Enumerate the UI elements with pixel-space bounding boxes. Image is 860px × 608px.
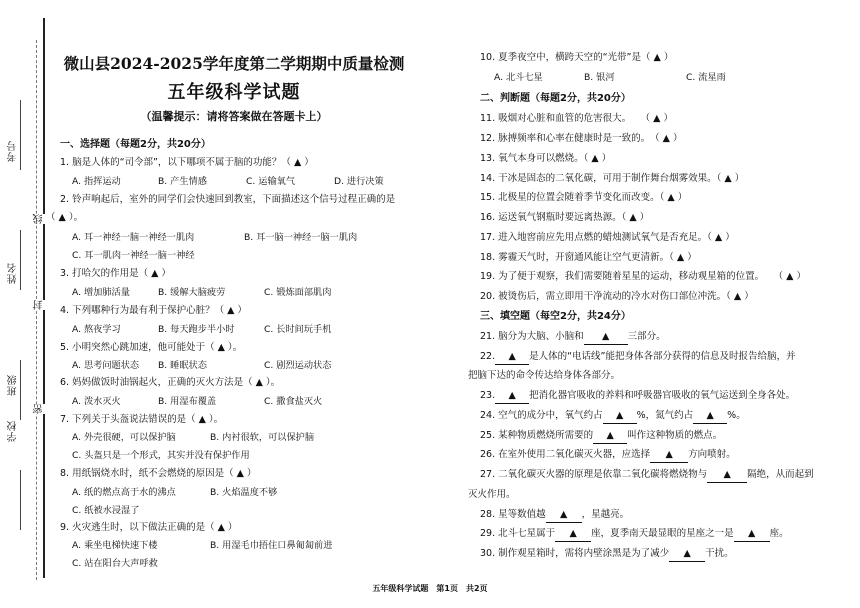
- judge-item-17: 17. 进入地窖前应先用点燃的蜡烛测试氧气是否充足。（ ▲ ）: [480, 232, 735, 243]
- fill-item-24: [480, 409, 746, 424]
- q1-option-d: D. 进行决策: [334, 176, 384, 187]
- q21-blank: ▲: [584, 330, 628, 345]
- fill-item-28: [480, 508, 629, 523]
- q4-option-a: A. 熬夜学习: [72, 324, 121, 335]
- q22-num: 22.: [480, 351, 496, 362]
- q24-mid: %，氮气约占: [636, 410, 694, 421]
- q4-option-c: C. 长时间玩手机: [264, 324, 332, 335]
- xingming-label: 姓名: [8, 262, 19, 284]
- xuexiao-label: 学校: [8, 420, 19, 442]
- q3-option-a: A. 增加肺活量: [72, 287, 130, 298]
- exam-title: 微山县2024-2025学年度第二学期期中质量检测: [63, 54, 405, 73]
- q28-blank: ▲: [546, 508, 582, 523]
- judge-item-15: 15. 北极星的位置会随着季节变化而改变。（ ▲ ）: [480, 192, 688, 203]
- q2-stem-cont: （ ▲ ）。: [46, 212, 84, 223]
- binding-dashed-line: [36, 40, 37, 580]
- xuexiao-rule: [20, 470, 21, 530]
- fill-item-27-cont: 灭火作用。: [468, 489, 516, 500]
- cut-mark-xian: 线: [34, 214, 45, 224]
- q5-stem: 5. 小明突然心跳加速，他可能处于（ ▲ ）。: [60, 342, 243, 353]
- q7-option-b: B. 内衬很软，可以保护脑: [210, 432, 315, 443]
- q27-end: 隔绝，从而起到: [747, 469, 814, 480]
- judge-item-18: 18. 雾霾天气时，开窗通风能让空气更清新。（ ▲ ）: [480, 252, 697, 263]
- q5-option-c: C. 剧烈运动状态: [264, 360, 332, 371]
- q30-end: 干扰。: [705, 548, 734, 559]
- q29-blank-2: ▲: [734, 527, 770, 542]
- q26-text: 26. 在室外使用二氧化碳灭火器，应选择: [480, 449, 651, 460]
- q30-blank: ▲: [669, 547, 705, 562]
- q28-end: ，星越亮。: [581, 509, 630, 520]
- section2-heading: 二、判断题（每题2分，共20分）: [480, 93, 631, 104]
- reminder-tip: （温馨提示：请将答案做在答题卡上）: [140, 110, 328, 123]
- q3-option-b: B. 缓解大脑疲劳: [158, 287, 226, 298]
- q7-stem: 7. 下列关于头盔说法错误的是（ ▲ ）。: [60, 414, 224, 425]
- q29-text: 29. 北斗七星属于: [480, 528, 556, 539]
- q7-option-c: C. 头盔只是一个形式，其实并没有保护作用: [72, 450, 250, 461]
- fill-item-23: [480, 389, 795, 404]
- q21-text-end: 三部分。: [627, 331, 666, 342]
- q9-option-c: C. 站在阳台大声呼救: [72, 558, 158, 569]
- q8-option-c: C. 纸被水浸湿了: [72, 505, 140, 516]
- q29-end: 座。: [769, 528, 789, 539]
- fill-item-22-cont: 把脑下达的命令传达给身体各部分。: [468, 370, 621, 381]
- fill-item-29: [480, 527, 789, 542]
- fill-item-27: [480, 468, 814, 483]
- q5-option-b: B. 睡眠状态: [158, 360, 207, 371]
- fill-item-30: [480, 547, 734, 562]
- q25-text: 25. 某种物质燃烧所需要的: [480, 430, 594, 441]
- section1-heading: 一、选择题（每题2分，共20分）: [60, 139, 211, 150]
- q22-blank: ▲: [495, 350, 529, 365]
- q1-stem: 1. 脑是人体的“司令部”，以下哪项不属于脑的功能？（ ▲ ）: [60, 157, 314, 168]
- q10-option-a: A. 北斗七星: [494, 72, 543, 83]
- q4-stem: 4. 下列哪种行为最有利于保护心脏？（ ▲ ）: [60, 305, 247, 316]
- q9-stem: 9. 火灾逃生时，以下做法正确的是（ ▲ ）: [60, 522, 238, 533]
- fill-item-25: [480, 429, 722, 444]
- q2-option-c: C. 耳一肌肉一神经一脑一神经: [72, 250, 195, 261]
- q6-option-c: C. 撒食盐灭火: [264, 396, 323, 407]
- q25-end: 叫作这种物质的燃点。: [627, 430, 723, 441]
- q29-blank-1: ▲: [555, 527, 591, 542]
- q24-text: 24. 空气的成分中，氧气约占: [480, 410, 603, 421]
- judge-item-12: 12. 脉搏频率和心率在健康时是一致的。 （ ▲ ）: [480, 133, 683, 144]
- q27-blank: ▲: [707, 468, 747, 483]
- binding-line: [43, 18, 45, 578]
- q30-text: 30. 制作观星箱时，需将内壁涂黑是为了减少: [480, 548, 670, 559]
- q2-option-b: B. 耳一脑一神经一脑一肌肉: [244, 232, 358, 243]
- q27-text: 27. 二氧化碳灭火器的原理是依靠二氧化碳将燃烧物与: [480, 469, 708, 480]
- q28-text: 28. 星等数值越: [480, 509, 546, 520]
- q23-blank: ▲: [495, 389, 529, 404]
- banji-label: 班级: [8, 374, 19, 396]
- page-footer: 五年级科学试题 第1页 共2页: [372, 584, 488, 593]
- judge-item-16: 16. 运送氧气钢瓶时要远离热源。（ ▲ ）: [480, 212, 650, 223]
- q8-stem: 8. 用纸锅烧水时，纸不会燃烧的原因是（ ▲ ）: [60, 468, 257, 479]
- q2-option-a: A. 耳一神经一脑一神经一肌肉: [72, 232, 195, 243]
- q23-text: 把消化器官吸收的养料和呼吸器官吸收的氧气运送到全身各处。: [529, 390, 796, 401]
- q29-mid: 座，夏季南天最显眼的星座之一是: [591, 528, 734, 539]
- q22-text: 是人体的“电话线”能把身体各部分获得的信息及时报告给脑，并: [529, 351, 796, 362]
- q24-blank-1: ▲: [603, 409, 637, 424]
- q21-text: 21. 脑分为大脑、小脑和: [480, 331, 584, 342]
- q10-option-c: C. 流星雨: [686, 72, 726, 83]
- q3-option-c: C. 锻炼面部肌肉: [264, 287, 332, 298]
- q6-stem: 6. 妈妈做饭时油锅起火，正确的灭火方法是（ ▲ ）。: [60, 377, 281, 388]
- fill-item-21: [480, 330, 666, 345]
- q7-option-a: A. 外壳很硬，可以保护脑: [72, 432, 176, 443]
- q26-blank: ▲: [650, 448, 688, 463]
- q6-option-a: A. 泼水灭火: [72, 396, 121, 407]
- q3-stem: 3. 打哈欠的作用是（ ▲ ）: [60, 268, 171, 279]
- cut-mark-feng: 封: [34, 300, 45, 310]
- judge-item-20: 20. 被烫伤后，需立即用干净流动的冷水对伤口部位冲洗。（ ▲ ）: [480, 291, 754, 302]
- q23-num: 23.: [480, 390, 496, 401]
- q9-option-b: B. 用湿毛巾捂住口鼻匍匐前进: [210, 540, 333, 551]
- q24-end: %。: [727, 410, 746, 421]
- q8-option-a: A. 纸的燃点高于水的沸点: [72, 487, 176, 498]
- exam-subtitle: 五年级科学试题: [167, 82, 301, 103]
- q25-blank: ▲: [593, 429, 627, 444]
- q4-option-b: B. 每天跑步半小时: [158, 324, 235, 335]
- q10-stem: 10. 夏季夜空中，横跨天空的“光带”是（ ▲ ）: [480, 52, 674, 63]
- q26-end: 方向喷射。: [688, 449, 736, 460]
- q6-option-b: B. 用湿布覆盖: [158, 396, 217, 407]
- q9-option-a: A. 乘坐电梯快速下楼: [72, 540, 158, 551]
- judge-item-14: 14. 干冰是固态的二氧化碳，可用于制作舞台烟雾效果。（ ▲ ）: [480, 173, 745, 184]
- fill-item-22: [480, 350, 795, 365]
- section3-heading: 三、填空题（每空2分，共24分）: [480, 311, 631, 322]
- judge-item-19: 19. 为了便于观察，我们需要随着星星的运动，移动观星箱的位置。 （ ▲ ）: [480, 271, 806, 282]
- q1-option-b: B. 产生情感: [158, 176, 207, 187]
- cut-mark-mi: 密: [34, 404, 45, 414]
- judge-item-11: 11. 吸烟对心脏和血管的危害很大。 （ ▲ ）: [480, 113, 673, 124]
- fill-item-26: [480, 448, 736, 463]
- q1-option-a: A. 指挥运动: [72, 176, 121, 187]
- q8-option-b: B. 火焰温度不够: [210, 487, 278, 498]
- q2-stem: 2. 铃声响起后，室外的同学们会快速回到教室，下面描述这个信号过程正确的是: [60, 194, 396, 205]
- q5-option-a: A. 思考问题状态: [72, 360, 140, 371]
- q24-blank-2: ▲: [693, 409, 727, 424]
- kaohao-label: 考号: [8, 140, 19, 162]
- judge-item-13: 13. 氧气本身可以燃烧。（ ▲ ）: [480, 153, 612, 164]
- q10-option-b: B. 银河: [584, 72, 615, 83]
- q1-option-c: C. 运输氧气: [246, 176, 296, 187]
